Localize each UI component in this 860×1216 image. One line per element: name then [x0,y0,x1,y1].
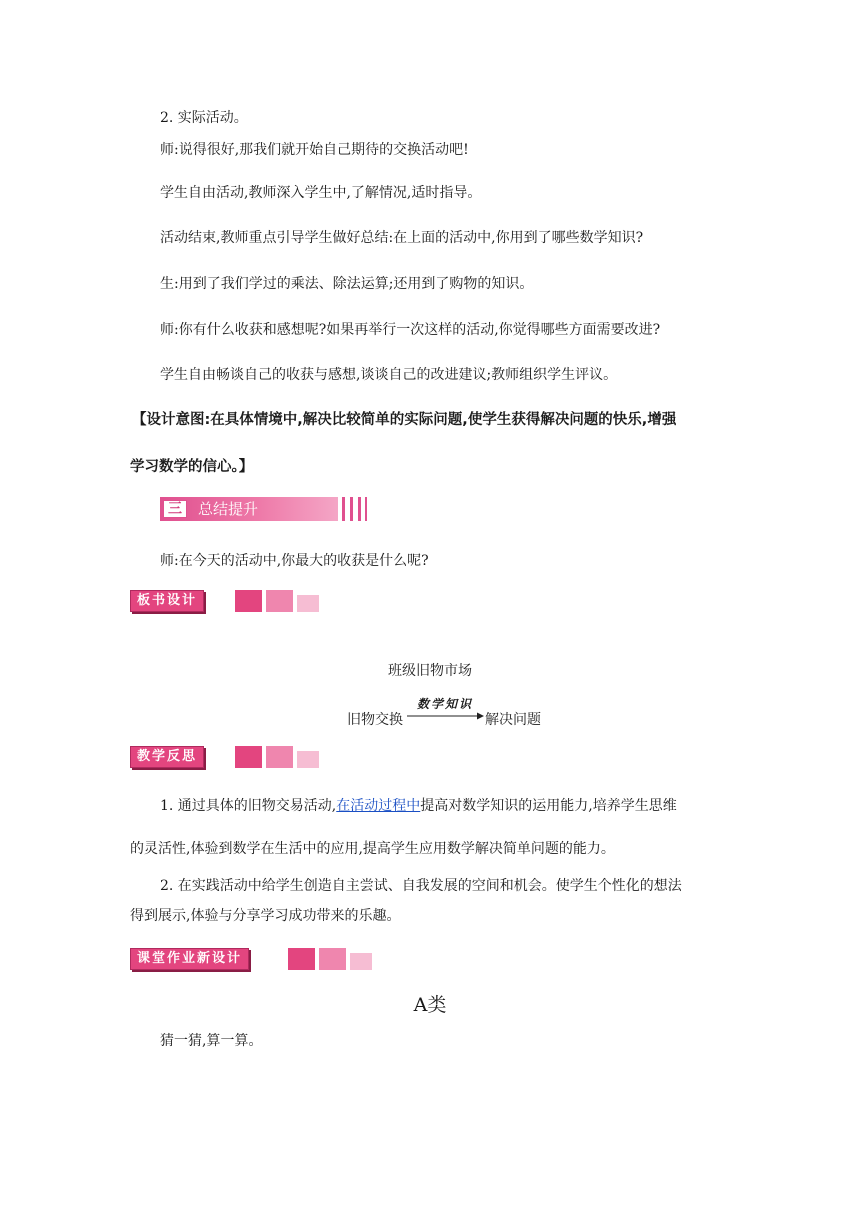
board-diagram [347,697,547,737]
arrow-label: 数学知识 [417,697,474,711]
reflection-text: 提高对数学知识的运用能力,培养学生思维 [420,798,677,814]
paragraph: 学生自由活动,教师深入学生中,了解情况,适时指导。 [160,185,482,201]
reflection-link[interactable]: 在活动过程中 [336,798,421,814]
paragraph: 师:说得很好,那我们就开始自己期待的交换活动吧! [160,142,469,158]
paragraph: 师:在今天的活动中,你最大的收获是什么呢? [160,553,429,569]
tag-label: 板书设计 [130,590,204,612]
board-right: 解决问题 [485,712,541,728]
homework-task: 猜一猜,算一算。 [160,1033,263,1049]
section-header-summary [160,497,368,521]
paragraph: 活动结束,教师重点引导学生做好总结:在上面的活动中,你用到了哪些数学知识? [160,230,644,246]
tag-label: 教学反思 [130,746,204,768]
reflection-item-2: 2. 在实践活动中给学生创造自主尝试、自我发展的空间和机会。使学生个性化的想法 [160,878,682,894]
design-intent-line1: 【设计意图:在具体情境中,解决比较简单的实际问题,使学生获得解决问题的快乐,增强 [132,412,677,428]
paragraph: 2. 实际活动。 [160,110,248,126]
paragraph: 生:用到了我们学过的乘法、除法运算;还用到了购物的知识。 [160,276,534,292]
reflection-item-1 [160,796,677,816]
paragraph: 学生自由畅谈自己的收获与感想,谈谈自己的改进建议;教师组织学生评议。 [160,367,618,383]
homework-category: A类 [413,994,447,1016]
arrow-icon [405,711,485,721]
section-title: 总结提升 [198,500,259,518]
board-left: 旧物交换 [347,712,403,728]
reflection-item-2-cont: 得到展示,体验与分享学习成功带来的乐趣。 [130,908,401,924]
design-intent-line2: 学习数学的信心。】 [130,459,254,475]
section-number: 三 [163,500,187,518]
paragraph: 师:你有什么收获和感想呢?如果再举行一次这样的活动,你觉得哪些方面需要改进? [160,322,661,338]
reflection-item-1-cont: 的灵活性,体验到数学在生活中的应用,提高学生应用数学解决简单问题的能力。 [130,841,615,857]
board-title: 班级旧物市场 [388,663,472,679]
reflection-text: 1. 通过具体的旧物交易活动, [160,798,337,814]
tag-label: 课堂作业新设计 [130,948,249,970]
